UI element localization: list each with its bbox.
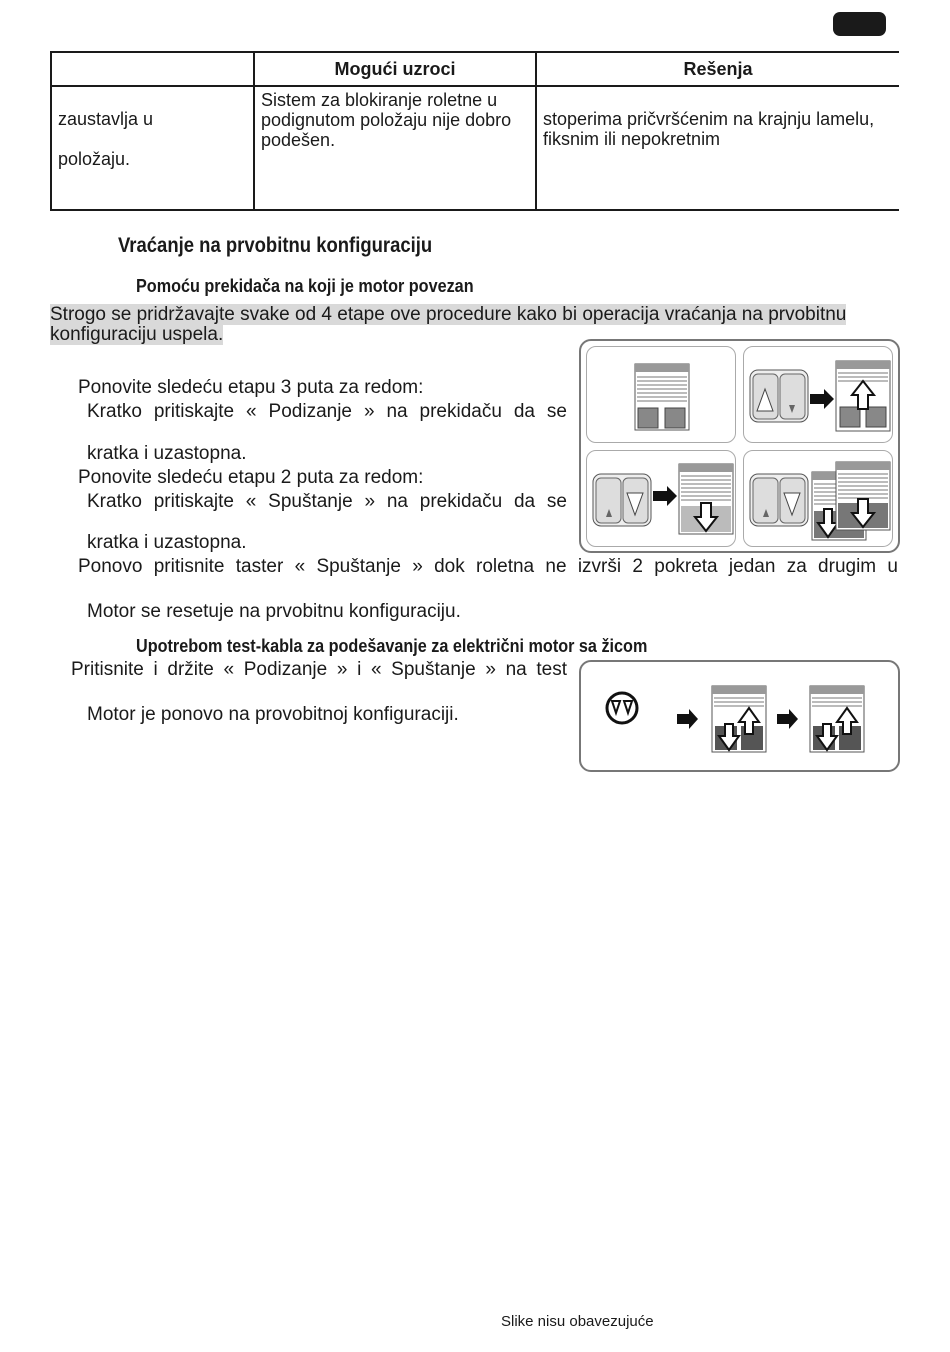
cable-step-1: Pritisnite i držite « Podizanje » i « Spuštanje » na test [71,659,567,680]
right-arrow-icon [677,709,698,729]
figure-panel [586,450,736,547]
table-cell-solution [536,86,899,210]
table-header-cell: Rešenja [536,52,899,86]
footer-note: Slike nisu obavezujuće [501,1313,654,1330]
step-1-detail-end: kratka i uzastopna. [87,443,247,464]
up-down-switch-icon [744,347,892,442]
step-2-detail: Kratko pritiskajte « Spuštanje » na prekidaču da se [87,491,567,512]
warning-text: Strogo se pridržavajte svake od 4 etape ove procedure kako bi operacija vraćanja na prvobitnu konfiguraciju uspela. [50,304,847,345]
troubleshooting-table [50,51,899,211]
table-cell-cause [254,86,536,210]
section-title: Vraćanje na prvobitnu konfiguraciju [118,234,433,257]
cable-step-2: Motor je ponovo na provobitnoj konfiguraciji. [87,704,459,725]
right-arrow-icon [777,709,798,729]
test-cable-procedure-figure [579,660,900,772]
figure-panel [586,346,736,443]
cause-text: Sistem za blokiranje roletne u podignutom položaju nije dobro podešen. [261,90,512,150]
table-header-cell: Mogući uzroci [254,52,536,86]
test-cable-diagram [581,662,898,770]
symptom-line: zaustavlja u [58,109,154,129]
step-1-detail: Kratko pritiskajte « Podizanje » na prekidaču da se [87,401,567,422]
test-cable-button-icon [607,693,637,723]
table-cell-symptom [51,86,254,210]
up-down-switch-icon [744,451,892,546]
step-2: Ponovite sledeću etapu 2 puta za redom: [78,467,424,488]
step-3: Ponovo pritisnite taster « Spuštanje » dok roletna ne izvrši 2 pokreta jedan za drugim u [78,556,898,577]
right-arrow-icon [653,486,677,506]
solution-text: stoperima pričvršćenim na krajnju lamelu, fiksnim ili nepokretnim [543,109,875,149]
figure-panel [743,346,893,443]
right-arrow-icon [810,389,834,409]
subsection-title-switch: Pomoću prekidača na koji je motor povezan [136,276,474,296]
page-number-badge [833,12,886,36]
up-down-switch-icon [587,451,735,546]
step-2-detail-end: kratka i uzastopna. [87,532,247,553]
table-row [51,86,899,210]
roller-shutter-icon [587,347,735,442]
table-header-cell [51,52,254,86]
symptom-line: položaju. [58,149,131,169]
subsection-title-cable: Upotrebom test-kabla za podešavanje za električni motor sa žicom [136,636,648,656]
step-4: Motor se resetuje na prvobitnu konfiguraciju. [87,601,461,622]
step-1: Ponovite sledeću etapu 3 puta za redom: [78,377,424,398]
figure-panel [743,450,893,547]
switch-procedure-figure [579,339,900,553]
table-header-row [51,52,899,86]
